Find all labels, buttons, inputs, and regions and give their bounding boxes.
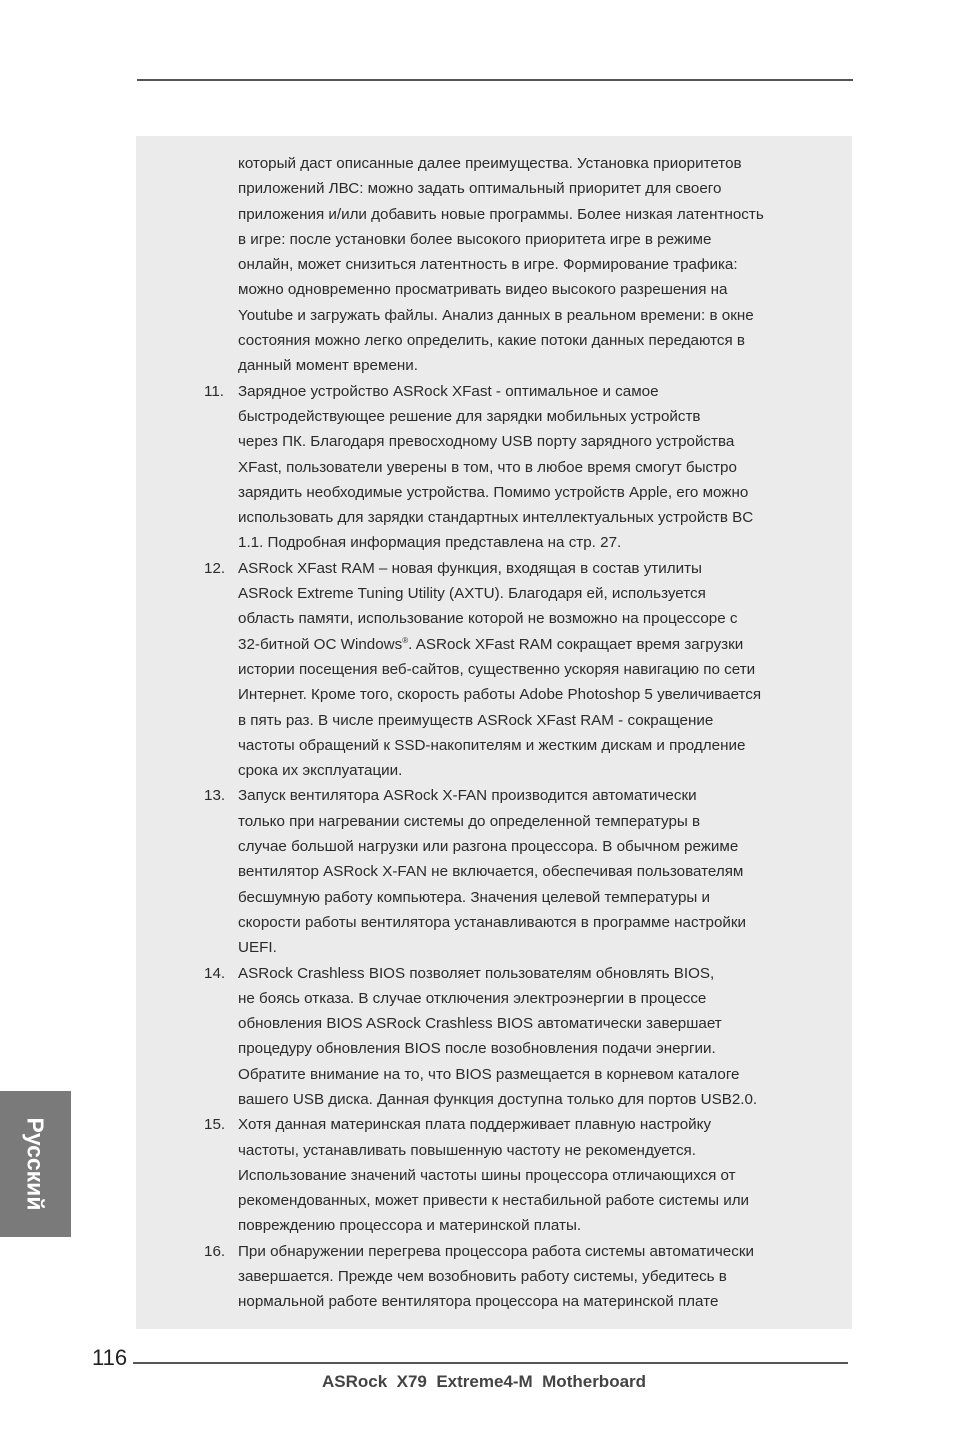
- text-line: приложений ЛВС: можно задать оптимальный приоритет для своего: [238, 180, 722, 198]
- top-rule: [137, 79, 853, 81]
- text-line: можно одновременно просматривать видео высокого разрешения на: [238, 281, 728, 299]
- text-line: Интернет. Кроме того, скорость работы Adobe Photoshop 5 увеличивается: [238, 686, 762, 704]
- text-line: ASRock Crashless BIOS позволяет пользователям обновлять BIOS,: [238, 964, 715, 982]
- text-line: быстродействующее решение для зарядки мобильных устройств: [238, 407, 701, 425]
- text-line: XFast, пользователи уверены в том, что в любое время смогут быстро: [238, 458, 737, 476]
- text-line: онлайн, может снизиться латентность в игре. Формирование трафика:: [238, 256, 738, 274]
- text-line: не боясь отказа. В случае отключения электроэнергии в процессе: [238, 989, 707, 1007]
- text-line: область памяти, использование которой не возможно на процессоре с: [238, 610, 738, 628]
- text-line: зарядить необходимые устройства. Помимо устройств Apple, его можно: [238, 483, 749, 501]
- text-line: скорости работы вентилятора устанавливаются в программе настройки: [238, 913, 747, 931]
- intro-paragraph: [238, 151, 828, 379]
- text-line: Запуск вентилятора ASRock X-FAN производится автоматически: [238, 787, 697, 805]
- text-line: вентилятор ASRock X-FAN не включается, обеспечивая пользователям: [238, 863, 744, 881]
- list-number: 12 .: [204, 556, 225, 581]
- page-number: 116: [92, 1345, 128, 1370]
- text-line: истории посещения веб-сайтов, существенно ускоряя навигацию по сети: [238, 660, 756, 678]
- list-number: 14 .: [204, 961, 225, 986]
- text-line: бесшумную работу компьютера. Значения целевой температуры и: [238, 888, 711, 906]
- footer-title: ASRock X79 Extreme4-M Motherboard: [322, 1372, 647, 1391]
- list-number: 15 .: [204, 1112, 225, 1137]
- language-label: Русский: [22, 1117, 49, 1211]
- text-line: Хотя данная материнская плата поддерживает плавную настройку: [238, 1116, 712, 1134]
- text-line: через ПК. Благодаря превосходному USB порту зарядного устройства: [238, 433, 735, 451]
- list-item-13: [204, 783, 828, 960]
- bottom-rule: [133, 1362, 848, 1364]
- text-line: 1.1. Подробная информация представлена на стр. 27.: [238, 534, 622, 552]
- text-line: который даст описанные далее преимущества. Установка приоритетов: [238, 155, 742, 172]
- text-line: обновления BIOS ASRock Crashless BIOS автоматически завершает: [238, 1015, 722, 1033]
- list-item-15: [204, 1112, 828, 1238]
- text-line: При обнаружении перегрева процессора работа системы автоматически: [238, 1242, 754, 1260]
- list-item-16: [204, 1239, 828, 1315]
- list-number: 11 .: [204, 379, 224, 404]
- text-line: вашего USB диска. Данная функция доступна только для портов USB2.0.: [238, 1090, 758, 1108]
- text-line: Зарядное устройство ASRock XFast - оптимальное и самое: [238, 382, 659, 400]
- text-line: завершается. Прежде чем возобновить работу системы, убедитесь в: [238, 1268, 727, 1286]
- text-line: в игре: после установки более высокого приоритета игре в режиме: [238, 230, 712, 248]
- text-line: случае большой нагрузки или разгона процессора. В обычном режиме: [238, 838, 739, 856]
- text-line: данный момент времени.: [238, 357, 418, 375]
- text-line: процедуру обновления BIOS после возобновления подачи энергии.: [238, 1040, 716, 1058]
- list-number: 16 .: [204, 1239, 225, 1264]
- text-line: частоты обращений к SSD-накопителям и жестким дискам и продление: [238, 736, 746, 754]
- text-line: Использование значений частоты шины процессора отличающихся от: [238, 1166, 736, 1184]
- list-item-11: [204, 379, 828, 556]
- text-line: ASRock Extreme Tuning Utility (AXTU). Благодаря ей, используется: [238, 585, 706, 603]
- text-line: повреждению процессора и материнской платы.: [238, 1217, 582, 1235]
- registered-mark: ®: [402, 635, 409, 645]
- text-line: нормальной работе вентилятора процессора на материнской плате: [238, 1293, 719, 1311]
- content-text: [204, 151, 828, 1315]
- text-line: Youtube и загружать файлы. Анализ данных в реальном времени: в окне: [238, 306, 754, 324]
- text-line: срока их эксплуатации.: [238, 762, 403, 780]
- text-line: ASRock XFast RAM – новая функция, входящая в состав утилиты: [238, 559, 702, 577]
- text-segment: 32-битной ОС Windows: [238, 635, 403, 653]
- text-line: UEFI.: [238, 939, 277, 957]
- text-line: [238, 632, 828, 657]
- text-line: использовать для зарядки стандартных интеллектуальных устройств BC: [238, 509, 754, 527]
- list-item-14: [204, 961, 828, 1113]
- text-line: состояния можно легко определить, какие потоки данных передаются в: [238, 332, 745, 350]
- list-number: 13 .: [204, 783, 225, 808]
- text-line: частоты, устанавливать повышенную частоту не рекомендуется.: [238, 1141, 696, 1159]
- list-item-12: [204, 556, 828, 784]
- text-segment: . ASRock XFast RAM сокращает время загрузки: [408, 635, 744, 653]
- text-line: Обратите внимание на то, что BIOS размещается в корневом каталоге: [238, 1065, 740, 1083]
- text-line: только при нагревании системы до определенной температуры в: [238, 812, 701, 830]
- language-side-tab: [0, 1091, 71, 1237]
- text-line: приложения и/или добавить новые программы. Более низкая латентность: [238, 205, 764, 223]
- text-line: в пять раз. В числе преимуществ ASRock XFast RAM - сокращение: [238, 711, 714, 729]
- text-line: рекомендованных, может привести к нестабильной работе системы или: [238, 1192, 750, 1210]
